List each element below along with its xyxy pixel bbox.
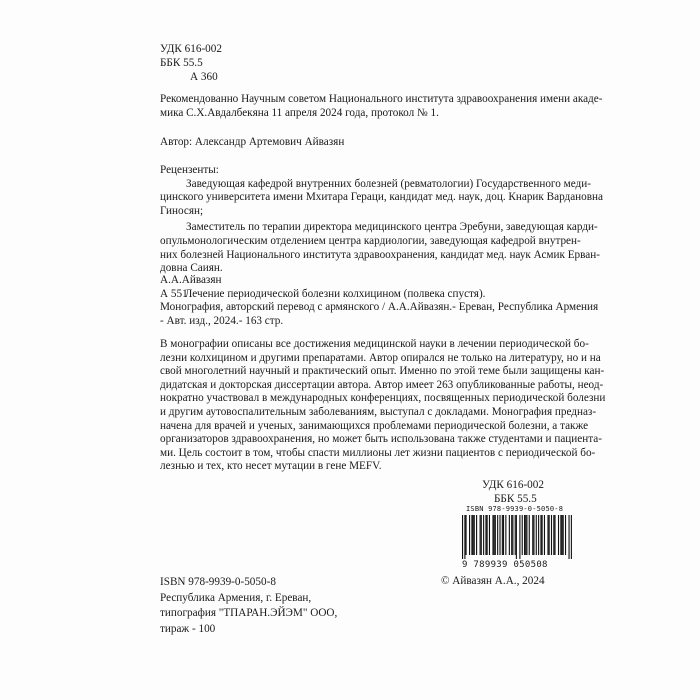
abstract-line: организаторов здравоохранения, но может быть использована также студентами и пациента- [160,433,602,446]
imprint-block [160,575,337,637]
catalog-description-1: Монография, авторский перевод с армянского / А.А.Айвазян.- Ереван, Республика Армения [160,301,599,314]
bottom-classification-codes [482,478,544,506]
copyright-notice [441,575,545,589]
reviewer-2-line-1: Заместитель по терапии директора медицинского центра Эребуни, заведующая карди- [186,221,598,234]
abstract-line: лезнью и тех, кто несет мутации в гене MEFV. [160,460,382,473]
isbn-barcode-block [462,505,582,570]
isbn-barcode-label: ISBN 978-9939-0-5050-8 [466,505,564,513]
abstract-line: ми. Цель состоит в том, чтобы спасти миллионы лет жизни пациентов с периодической бо- [160,446,596,459]
abstract-line: лезни колхицином и другими препаратами. Автор опирался не только на литературу, но и на [160,351,601,364]
abstract-line: дидатская и докторская диссертации автора. Автор имеет 263 опубликованные работы, неод- [160,378,604,391]
reviewer-1-line-2: цинского университета имени Мхитара Гераци, кандидат мед. наук, доц. Кнарик Вардановна [160,191,603,204]
abstract-line: свой многолетний научный и практический опыт. Именно по этой теме были защищены кан- [160,365,605,378]
abstract-line: и другим аутовоспалительным заболеваниям, выступал с докладами. Монография предназ- [160,405,597,418]
catalog-author: А.А.Айвазян [160,274,222,286]
reviewer-1-line-3: Гиносян; [160,204,204,217]
barcode-icon [462,515,572,559]
imprint-printer: типография "ТПАРАН.ЭЙЭМ" ООО, [160,607,338,619]
imprint-city: Республика Армения, г. Ереван, [160,591,312,604]
author-line [160,136,344,150]
abstract-line: В монографии описаны все достижения медицинской науки в лечении периодической бо- [160,338,589,350]
abstract-line: начена для врачей и ученых, занимающихся проблемами периодической болезни, а также [160,419,589,432]
copyright-text: © Айвазян А.А., 2024 [441,575,545,587]
reviewers-heading: Рецензенты: [160,164,219,176]
reviewer-2-line-4: довна Саиян. [160,262,223,275]
top-classification-codes [160,42,222,84]
recommendation-line-2: мика С.Х.Авдалбекяна 11 апреля 2024 года, протокол № 1. [160,106,439,119]
bbk-code-bottom: ББК 55.5 [494,493,537,505]
abstract-paragraph [160,338,606,474]
recommendation-line-1: Рекомендованно Научным советом Национального института здравоохранения имени акаде- [160,93,603,105]
catalog-title: Лечение периодической болезни колхицином (полвека спустя). [184,287,486,300]
catalog-record [160,274,598,328]
catalog-code: А 551 [160,287,188,300]
recommendation-note [160,93,602,120]
reviewers-section [160,164,603,276]
catalog-title-line [160,288,598,302]
catalog-description-2: - Авт. изд., 2024.- 163 стр. [160,314,284,327]
imprint-isbn: ISBN 978-9939-0-5050-8 [160,576,276,588]
udk-code: УДК 616-002 [160,43,222,55]
barcode-digits: 9 789939 050508 [462,560,548,570]
bbk-code: ББК 55.5 [160,57,203,69]
reviewer-2-line-3: них болезней Национального института здравоохранения, кандидат мед. наук Асмик Ерван- [160,248,600,261]
reviewer-1-line-1: Заведующая кафедрой внутренних болезней (ревматологии) Государственного меди- [186,177,591,190]
imprint-print-run: тираж - 100 [160,622,216,635]
author-mark: А 360 [190,71,218,83]
reviewer-2-line-2: опульмонологическим отделением центра кардиологии, заведующая кафедрой внутрен- [160,234,581,247]
author-name: Автор: Александр Артемович Айвазян [160,136,345,148]
udk-code-bottom: УДК 616-002 [482,479,544,491]
abstract-line: нократно участвовал в международных конференциях, посвященных периодической болезни [160,392,606,405]
